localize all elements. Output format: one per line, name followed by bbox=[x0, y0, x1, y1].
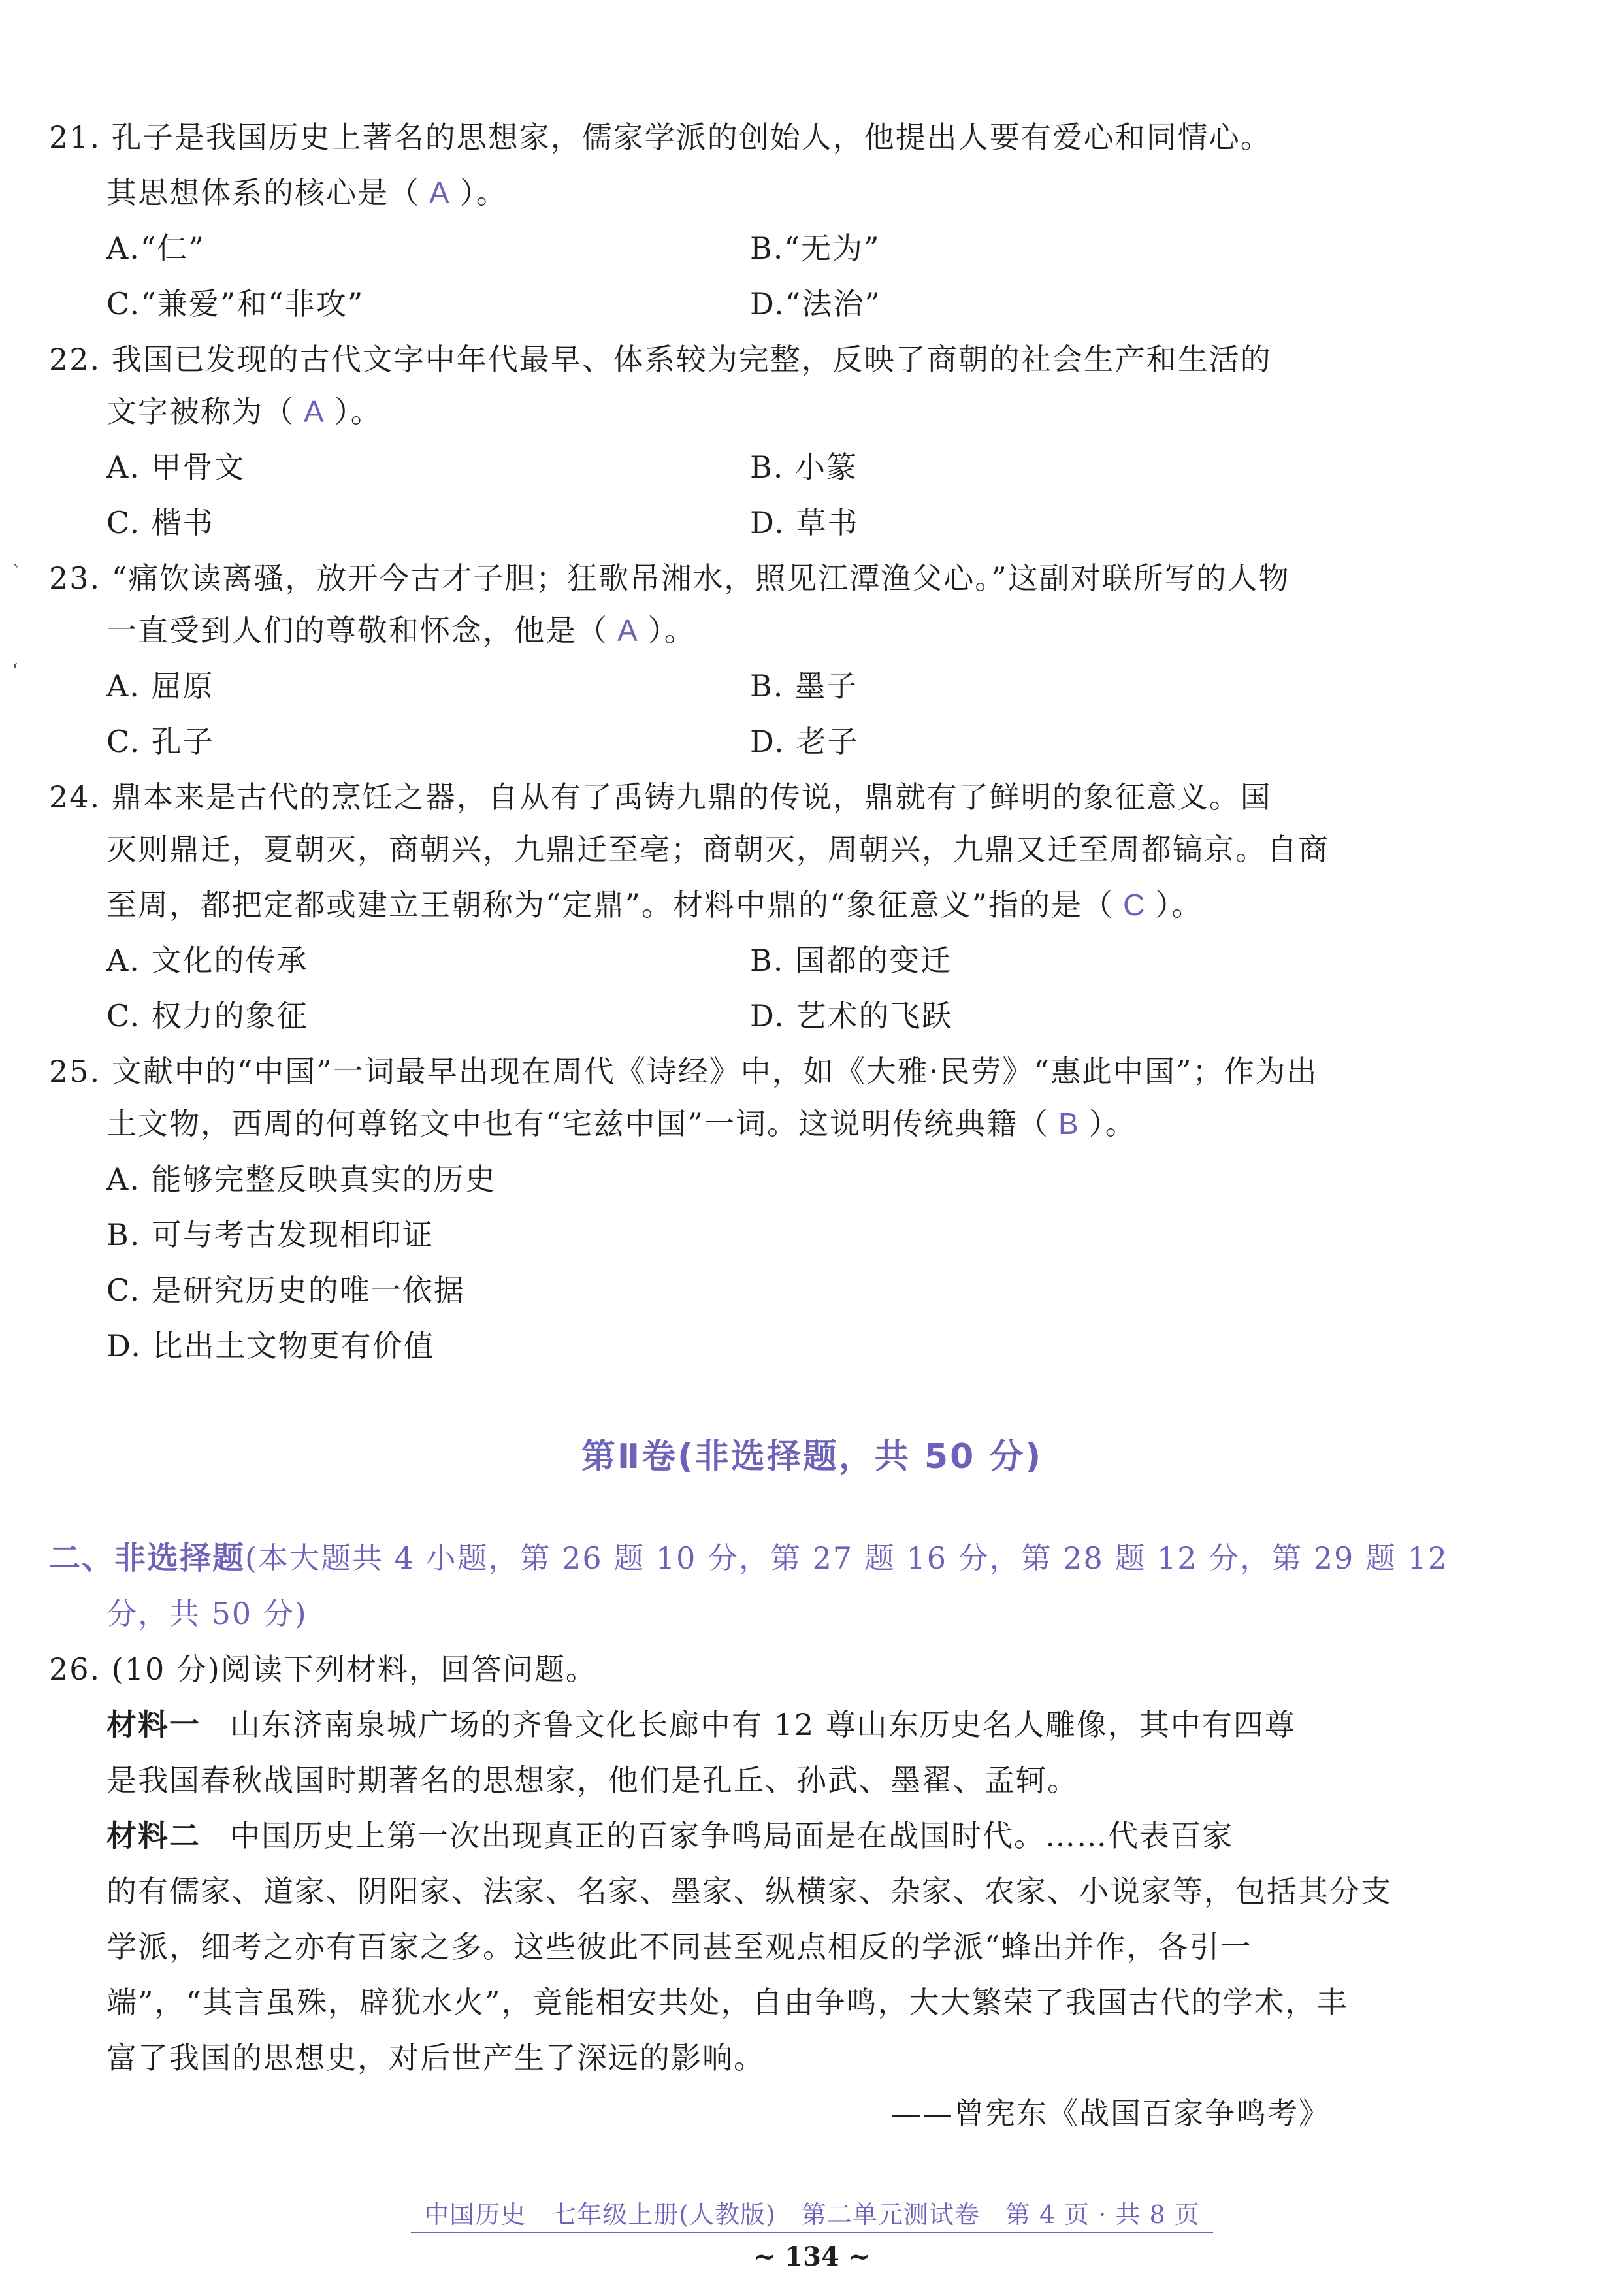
material-1-line-1 bbox=[106, 1705, 1296, 1744]
q24-option-a: A. 文化的传承 bbox=[106, 943, 308, 978]
q23-answer: A bbox=[617, 613, 639, 647]
q24-option-c: C. 权力的象征 bbox=[106, 998, 308, 1033]
q24-stem-end: ）。 bbox=[1155, 887, 1203, 922]
q22-stem-line-1: 22. 我国已发现的古代文字中年代最早、体系较为完整，反映了商朝的社会生产和生活的 bbox=[49, 342, 1272, 377]
q24-stem-line-2: 灭则鼎迁，夏朝灭，商朝兴，九鼎迁至亳；商朝灭，周朝兴，九鼎又迁至周都镐京。自商 bbox=[106, 832, 1329, 867]
q22-answer: A bbox=[304, 395, 325, 429]
q23-stem-line-2 bbox=[106, 611, 696, 650]
q25-option-b: B. 可与考古发现相印证 bbox=[106, 1217, 434, 1252]
material-1-line-2: 是我国春秋战国时期著名的思想家，他们是孔丘、孙武、墨翟、孟轲。 bbox=[106, 1763, 1079, 1798]
material-2-line-3: 学派，细考之亦有百家之多。这些彼此不同甚至观点相反的学派“蜂出并作，各引一 bbox=[106, 1929, 1252, 1964]
page-footer bbox=[0, 2198, 1624, 2231]
material-2-line-5: 富了我国的思想史，对后世产生了深远的影响。 bbox=[106, 2040, 765, 2075]
q24-option-b: B. 国都的变迁 bbox=[750, 943, 952, 978]
q21-answer: A bbox=[429, 176, 451, 210]
q25-option-c: C. 是研究历史的唯一依据 bbox=[106, 1273, 465, 1308]
q25-stem-end: ）。 bbox=[1088, 1106, 1137, 1141]
q23-stem-text: 一直受到人们的尊敬和怀念，他是（ bbox=[106, 613, 608, 648]
part2-header-line-1 bbox=[49, 1538, 1448, 1578]
q22-option-d: D. 草书 bbox=[750, 505, 859, 540]
q22-stem-line-2 bbox=[106, 392, 382, 431]
q21-stem-text: 其思想体系的核心是（ bbox=[106, 175, 420, 210]
q23-option-a: A. 屈原 bbox=[106, 668, 214, 704]
q25-answer: B bbox=[1058, 1107, 1080, 1141]
q26-intro: 26. (10 分)阅读下列材料，回答问题。 bbox=[49, 1651, 597, 1687]
q21-option-b: B.“无为” bbox=[750, 231, 881, 266]
part2-header-line-2: 分，共 50 分) bbox=[106, 1596, 308, 1631]
q23-stem-end: ）。 bbox=[647, 613, 696, 648]
q22-option-c: C. 楷书 bbox=[106, 505, 214, 540]
material-2-line-2: 的有儒家、道家、阴阳家、法家、名家、墨家、纵横家、杂家、农家、小说家等，包括其分支 bbox=[106, 1874, 1392, 1909]
material-2-label: 材料二 bbox=[106, 1818, 201, 1853]
q22-stem-text: 文字被称为（ bbox=[106, 394, 295, 429]
q24-stem-line-3 bbox=[106, 885, 1203, 924]
q23-stem-line-1: 23. “痛饮读离骚，放开今古才子胆；狂歌吊湘水，照见江潭渔父心。”这副对联所写的人物 bbox=[49, 561, 1290, 596]
material-1-text-1: 山东济南泉城广场的齐鲁文化长廊中有 12 尊山东历史名人雕像，其中有四尊 bbox=[230, 1707, 1296, 1742]
part2-header-bold: 二、非选择题 bbox=[49, 1540, 246, 1576]
page-number: ~ 134 ~ bbox=[753, 2241, 871, 2272]
q21-stem-line-2 bbox=[106, 173, 508, 212]
q24-option-d: D. 艺术的飞跃 bbox=[750, 998, 953, 1033]
q25-stem-line-1: 25. 文献中的“中国”一词最早出现在周代《诗经》中，如《大雅·民劳》“惠此中国”；作为出 bbox=[49, 1054, 1318, 1089]
q23-option-c: C. 孔子 bbox=[106, 724, 214, 759]
part2-header-rest: (本大题共 4 小题，第 26 题 10 分，第 27 题 16 分，第 28 题 12 分，第 29 题 12 bbox=[245, 1540, 1449, 1576]
material-2-line-4: 端”，“其言虽殊，辟犹水火”，竟能相安共处，自由争鸣，大大繁荣了我国古代的学术，丰 bbox=[106, 1985, 1348, 2020]
q24-stem-line-1: 24. 鼎本来是古代的烹饪之器，自从有了禹铸九鼎的传说，鼎就有了鲜明的象征意义。国 bbox=[49, 779, 1272, 815]
q24-answer: C bbox=[1123, 888, 1146, 922]
material-source: ——曾宪东《战国百家争鸣考》 bbox=[891, 2096, 1330, 2131]
q22-option-a: A. 甲骨文 bbox=[106, 449, 246, 485]
q23-option-b: B. 墨子 bbox=[750, 668, 858, 704]
q21-option-c: C.“兼爱”和“非攻” bbox=[106, 286, 365, 321]
q22-stem-end: ）。 bbox=[334, 394, 382, 429]
material-2-text-1: 中国历史上第一次出现真正的百家争鸣局面是在战国时代。……代表百家 bbox=[230, 1818, 1233, 1853]
q23-option-d: D. 老子 bbox=[750, 724, 859, 759]
q25-stem-text: 土文物，西周的何尊铭文中也有“宅兹中国”一词。这说明传统典籍（ bbox=[106, 1106, 1050, 1141]
q24-stem-text: 至周，都把定都或建立王朝称为“定鼎”。材料中鼎的“象征意义”指的是（ bbox=[106, 887, 1114, 922]
material-2-line-1 bbox=[106, 1816, 1233, 1855]
q22-option-b: B. 小篆 bbox=[750, 449, 858, 485]
material-1-label: 材料一 bbox=[106, 1707, 201, 1742]
q21-option-d: D.“法治” bbox=[750, 286, 881, 321]
q21-stem-line-1: 21. 孔子是我国历史上著名的思想家，儒家学派的创始人，他提出人要有爱心和同情心。 bbox=[49, 120, 1272, 155]
footer-text: 中国历史 七年级上册(人教版) 第二单元测试卷 第 4 页 · 共 8 页 bbox=[411, 2200, 1213, 2233]
q21-option-a: A.“仁” bbox=[106, 231, 205, 266]
q21-stem-end: ）。 bbox=[459, 175, 508, 210]
q25-option-a: A. 能够完整反映真实的历史 bbox=[106, 1162, 496, 1197]
section-title: 第Ⅱ卷(非选择题，共 50 分) bbox=[581, 1437, 1043, 1476]
scan-mark: ‘ bbox=[12, 660, 18, 683]
scan-mark: ` bbox=[12, 562, 22, 585]
q25-option-d: D. 比出土文物更有价值 bbox=[106, 1328, 435, 1363]
q25-stem-line-2 bbox=[106, 1104, 1137, 1143]
